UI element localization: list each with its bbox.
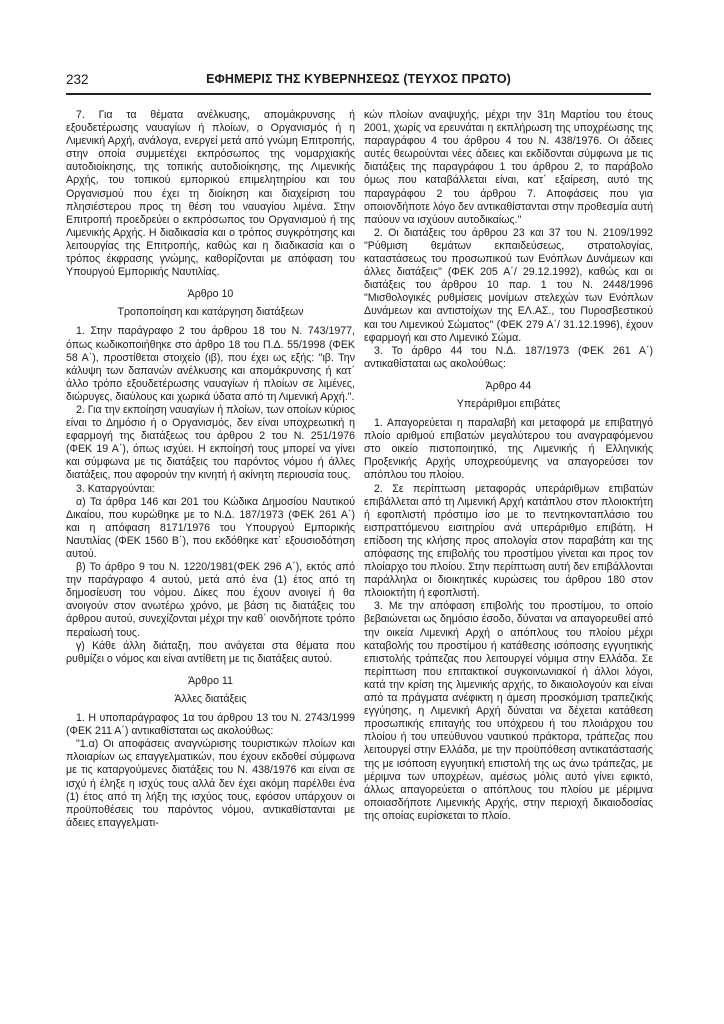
left-column: [66, 109, 355, 830]
article-44-title: Υπεράριθμοι επιβάτες: [456, 397, 561, 410]
paragraph-7: 7. Για τα θέματα ανέλκυσης, απομάκρυνσης ή εξουδετέρωσης ναυαγίων ή πλοίων, ο Οργανισμός ή η Λιμενική Αρχή, ανάλογα, ενεργεί μετά από γνώμη Επιτροπής, στην οποία συμμετέχει εκπρόσωπος της νομαρχιακής αυτοδιοίκησης, της τοπικής αυτοδιοίκησης, της Λιμενικής Αρχής, του τοπικού εμπορικού επιμελητηρίου και του Οργανισμού που έχει τη διοίκηση και διαχείριση του πλησιέστερου προς τη θέση του ναυαγίου λιμένα. Στην Επιτροπή προεδρεύει ο εκπρόσωπος του Οργανισμού ή της Λιμενικής Αρχής. Η διαδικασία και ο τρόπος συγκρότησης και λειτουργίας της Επιτροπής, καθώς και η διαδικασία και ο τρόπος έκφρασης γνώμης, καθορίζονται με απόφαση του Υπουργού Εμπορικής Ναυτιλίας.: [66, 109, 355, 279]
article-44-heading: Άρθρο 44: [485, 379, 532, 392]
article-11-para-3: 3. Το άρθρο 44 του Ν.Δ. 187/1973 (ΦΕΚ 261 Α΄) αντικαθίσταται ως ακολούθως:: [364, 344, 653, 370]
page-header: [66, 72, 651, 94]
article-10-para-3a: α) Τα άρθρα 146 και 201 του Κώδικα Δημοσίου Ναυτικού Δικαίου, που κυρώθηκε με το Ν.Δ. 187/1973 (ΦΕΚ 261 Α΄) και η απόφαση 8171/1976 του Υπουργού Εμπορικής Ναυτιλίας (ΦΕΚ 1560 Β΄), που εκδόθηκε κατ΄ εξουσιοδότηση αυτού.: [66, 495, 355, 560]
article-10-para-2: 2. Για την εκποίηση ναυαγίων ή πλοίων, των οποίων κύριος είναι το Δημόσιο ή ο Οργανισμός, δεν είναι υποχρεωτική η εφαρμογή της διατάξεως του άρθρου 2 του Ν. 251/1976 (ΦΕΚ 19 Α΄), όπως ισχύει. Η εκποίησή τους μπορεί να γίνει και σύμφωνα με τις διατάξεις του παρόντος νόμου ή άλλες διατάξεις, που αφορούν την κινητή ή ακίνητη περιουσία τους.: [66, 403, 355, 482]
article-10-para-3c: γ) Κάθε άλλη διάταξη, που ανάγεται στα θέματα που ρυθμίζει ο νόμος και είναι αντίθετη με τις διατάξεις αυτού.: [66, 639, 355, 665]
article-10-heading: Άρθρο 10: [187, 288, 234, 301]
page-number: 232: [66, 72, 89, 87]
article-44-para-3: 3. Με την απόφαση επιβολής του προστίμου, το οποίο βεβαιώνεται ως δημόσιο έσοδο, δύναται να απαγορευθεί από την οικεία Λιμενική Αρχή ο απόπλους του πλοίου μέχρι καταβολής του προστίμου ή κατάθεσης ισόποσης εγγυητικής επιστολής τράπεζας που λειτουργεί νόμιμα στην Ελλάδα. Σε περίπτωση που επιτακτικοί συγκοινωνιακοί ή άλλοι λόγοι, κατά την κρίση της λιμενικής αρχής, το δικαιολογούν και είναι από τα πράγματα ανέφικτη η άμεση προσκόμιση τραπεζικής εγγύησης, η Λιμενική Αρχή δύναται να δέχεται κατάθεση προσωπικής επιταγής του υπόχρεου ή του πλοιάρχου του πλοίου ή του υπεύθυνου ναυτικού πράκτορα, τράπεζας που λειτουργεί στην Ελλάδα, με την προϋπόθεση αντικατάστασής της με ισόποση εγγυητική επιστολή της ως άνω τράπεζας, με μέριμνα των υποχρέων, αμέσως μόλις αυτό γίνει εφικτό, άλλως απαγορεύεται ο απόπλους του πλοίου με μέριμνα οποιασδήποτε Λιμενικής Αρχής, στην περιοχή δικαιοδοσίας της οποίας ευρίσκεται το πλοίο.: [364, 600, 653, 822]
article-11-para-1a-continued: κών πλοίων αναψυχής, μέχρι την 31η Μαρτίου του έτους 2001, χωρίς να ερευνάται η εκπλήρωση της υποχρέωσης της παραγράφου 4 του άρθρου 4 του Ν. 438/1976. Οι άδειες αυτές θεωρούνται νέες άδειες και εκδίδονται σύμφωνα με τις διατάξεις της παραγράφου 1 του άρθρου 2, το παράβολο όμως που καταβάλλεται είναι, κατ΄ εξαίρεση, αυτό της παραγράφου 2 του άρθρου 7. Αποφάσεις που για οποιονδήποτε λόγο δεν αντικαθίστανται στην προθεσμία αυτή παύουν να ισχύουν αυτοδικαίως.": [364, 109, 653, 226]
header-rule: [66, 93, 651, 95]
article-44-para-2: 2. Σε περίπτωση μεταφοράς υπεράριθμων επιβατών επιβάλλεται από τη Λιμενική Αρχή κατάπλου στον πλοιοκτήτη ή εφοπλιστή πρόστιμο ίσο με το πεντηκονταπλάσιο του εισπραττόμενου εισιτηρίου ανά υπεράριθμο επιβάτη. Η επίδοση της κλήσης προς απολογία στον παραβάτη και της απόφασης της επιβολής του προστίμου γίνεται και προς τον πλοίαρχο του πλοίου. Στην περίπτωση αυτή δεν επιβάλλονται παράλληλα οι διοικητικές κυρώσεις του άρθρου 180 στον πλοιοκτήτη ή εφοπλιστή.: [364, 482, 653, 600]
gazette-title: ΕΦΗΜΕΡΙΣ ΤΗΣ ΚΥΒΕΡΝΗΣΕΩΣ (ΤΕΥΧΟΣ ΠΡΩΤΟ): [206, 72, 511, 86]
article-11-para-2: 2. Οι διατάξεις του άρθρου 23 και 37 του Ν. 2109/1992 "Ρύθμιση θεμάτων εκπαιδεύσεως, στρατολογίας, καταστάσεως του προσωπικού των Ενόπλων Δυνάμεων και άλλες διατάξεις" (ΦΕΚ 205 Α΄/ 29.12.1992), καθώς και οι διατάξεις του άρθρου 10 παρ. 1 του Ν. 2448/1996 "Μισθολογικές ρυθμίσεις μονίμων στελεχών των Ενόπλων Δυνάμεων και αντιστοίχων της ΕΛ.ΑΣ., του Πυροσβεστικού και του Λιμενικού Σώματος" (ΦΕΚ 279 Α΄/ 31.12.1996), έχουν εφαρμογή και στο Λιμενικό Σώμα.: [364, 226, 653, 344]
article-10-para-3b: β) Το άρθρο 9 του Ν. 1220/1981(ΦΕΚ 296 Α΄), εκτός από την παράγραφο 4 αυτού, μετά από ένα (1) έτος από τη δημοσίευση του νόμου. Δίκες που έχουν ανοιγεί ή θα ανοιγούν στον ανωτέρω χρόνο, με βάση τις διατάξεις του άρθρου αυτού, συνεχίζονται μέχρι την καθ΄ οιονδήποτε τρόπο περαίωσή τους.: [66, 561, 355, 639]
article-44-para-1: 1. Απαγορεύεται η παραλαβή και μεταφορά με επιβατηγό πλοίο αριθμού επιβατών μεγαλύτερου του αναγραφόμενου στο οικείο πιστοποιητικό, της Λιμενικής ή Ελληνικής Προξενικής Αρχής υποχρεούμενης να απαγορεύσει τον απόπλου του πλοίου.: [364, 417, 653, 482]
article-10-para-3: 3. Καταργούνται:: [76, 482, 155, 495]
article-10-para-1: 1. Στην παράγραφο 2 του άρθρου 18 του Ν. 743/1977, όπως κωδικοποιήθηκε στο άρθρο 18 του Π.Δ. 55/1998 (ΦΕΚ 58 Α΄), προστίθεται στοιχείο (ιβ), που έχει ως εξής: "ιβ. Την κάλυψη των δαπανών ανέλκυσης και απομάκρυνσης ή κατ΄ άλλο τρόπο εξουδετέρωσης ναυαγίων ή πλοίων σε λιμένες, διώρυγες, διαύλους και χωρικά ύδατα από τη Λιμενική Αρχή.".: [66, 325, 355, 403]
article-11-para-1a: "1.α) Οι αποφάσεις αναγνώρισης τουριστικών πλοίων και πλοιαρίων ως επαγγελματικών, που έχουν εκδοθεί σύμφωνα με τις καταργούμενες διατάξεις του Ν. 438/1976 και είναι σε ισχύ ή έληξε η ισχύς τους αλλά δεν έχει ακόμη παρέλθει ένα (1) έτος από τη λήξη της ισχύος τους, εφόσον υπάρχουν οι προϋποθέσεις του παρόντος νόμου, αντικαθίστανται με άδειες επαγγελματι-: [66, 738, 355, 829]
article-11-title: Άλλες διατάξεις: [174, 692, 247, 705]
article-11-para-1: 1. Η υποπαράγραφος 1α του άρθρου 13 του Ν. 2743/1999 (ΦΕΚ 211 Α΄) αντικαθίσταται ως ακολούθως:: [66, 712, 355, 738]
right-column: [364, 109, 653, 823]
article-11-heading: Άρθρο 11: [188, 674, 233, 687]
article-10-title: Τροποποίηση και κατάργηση διατάξεων: [117, 306, 304, 319]
